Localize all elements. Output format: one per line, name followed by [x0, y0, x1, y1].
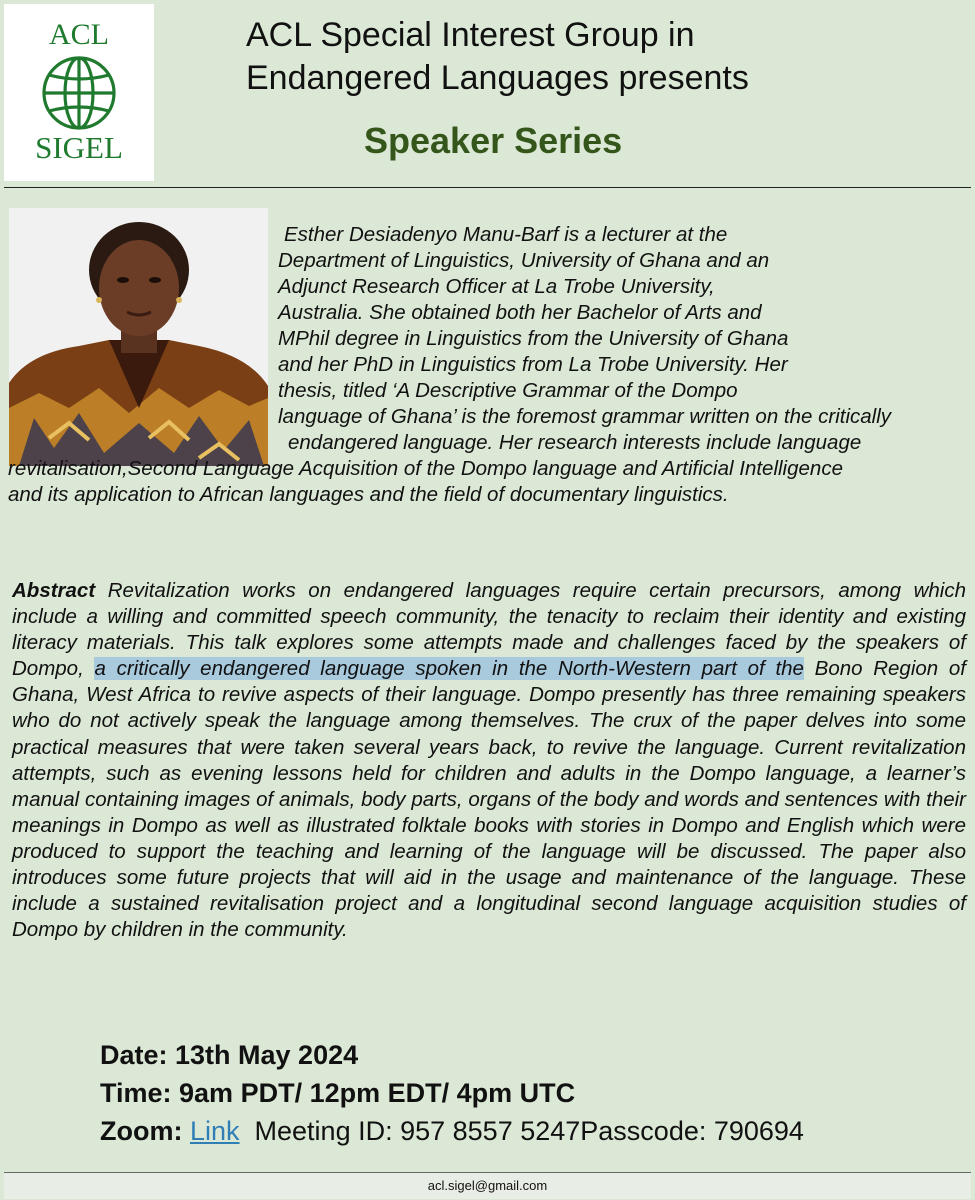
zoom-label: Zoom:	[100, 1116, 183, 1146]
abstract-text-part-1: Revitalization works on endangered languages require certain precursors, among which include a willing and committed speech community, the tenacity to reclaim their identity and existing literacy materials. This talk explores some attempts made and challenges faced by the speakers of Dompo,	[12, 579, 966, 681]
footer-email: acl.sigel@gmail.com	[4, 1172, 971, 1199]
bio-line: thesis, titled ‘A Descriptive Grammar of the Dompo	[278, 379, 738, 402]
abstract-paragraph	[12, 578, 966, 943]
speaker-series-subtitle: Speaker Series	[364, 120, 623, 161]
bio-line: Australia. She obtained both her Bachelor of Arts and	[278, 301, 762, 324]
event-details	[100, 1036, 804, 1150]
bio-line: language of Ghana’ is the foremost grammar written on the critically	[278, 405, 892, 428]
zoom-meeting-info: Meeting ID: 957 8557 5247Passcode: 790694	[239, 1116, 804, 1146]
bio-line: MPhil degree in Linguistics from the University of Ghana	[278, 327, 789, 350]
bio-line: revitalisation,Second Language Acquisition of the Dompo language and Artificial Intelligence	[8, 457, 843, 480]
event-time: Time: 9am PDT/ 12pm EDT/ 4pm UTC	[100, 1078, 576, 1108]
acl-sigel-logo	[4, 4, 154, 181]
bio-line: and her PhD in Linguistics from La Trobe University. Her	[278, 353, 788, 376]
title-line-1: ACL Special Interest Group in	[246, 16, 695, 54]
bio-line: and its application to African languages and the field of documentary linguistics.	[8, 483, 729, 506]
bio-line: endangered language. Her research interests include language	[288, 431, 862, 454]
speaker-bio	[8, 222, 974, 508]
title-line-2: Endangered Languages presents	[246, 59, 749, 97]
bio-line: Esther Desiadenyo Manu-Barf is a lecturer at the	[284, 223, 728, 246]
header-divider	[4, 187, 971, 188]
abstract-label: Abstract	[12, 579, 96, 602]
event-date: Date: 13th May 2024	[100, 1040, 359, 1070]
zoom-row	[100, 1112, 804, 1150]
zoom-link[interactable]: Link	[190, 1116, 240, 1146]
logo-acl-text: ACL	[49, 18, 109, 51]
logo-sigel-text: SIGEL	[35, 130, 123, 165]
abstract-text-part-2: Bono Region of Ghana, West Africa to revive aspects of their language. Dompo presently has three remaining speakers who do not actively speak the language among themselves. The crux of the paper delves into some practical measures that were taken several years back, to revive the language. Current revitalization attempts, such as evening lessons held for children and adults in the Dompo language, a learner’s manual containing images of animals, body parts, organs of the body and words and sentences with their meanings in Dompo as well as illustrated folktale books with stories in Dompo and English which were produced to support the teaching and learning of the language will be discussed. The paper also introduces some future projects that will aid in the usage and maintenance of the language. These include a sustained revitalisation project and a longitudinal second language acquisition studies of Dompo by children in the community.	[12, 657, 966, 942]
bio-line: Department of Linguistics, University of Ghana and an	[278, 249, 770, 272]
abstract-highlighted-text: a critically endangered language spoken in the North-Western part of the	[94, 657, 804, 681]
globe-icon	[40, 54, 118, 132]
page-title	[246, 14, 946, 100]
bio-line: Adjunct Research Officer at La Trobe University,	[278, 275, 715, 298]
